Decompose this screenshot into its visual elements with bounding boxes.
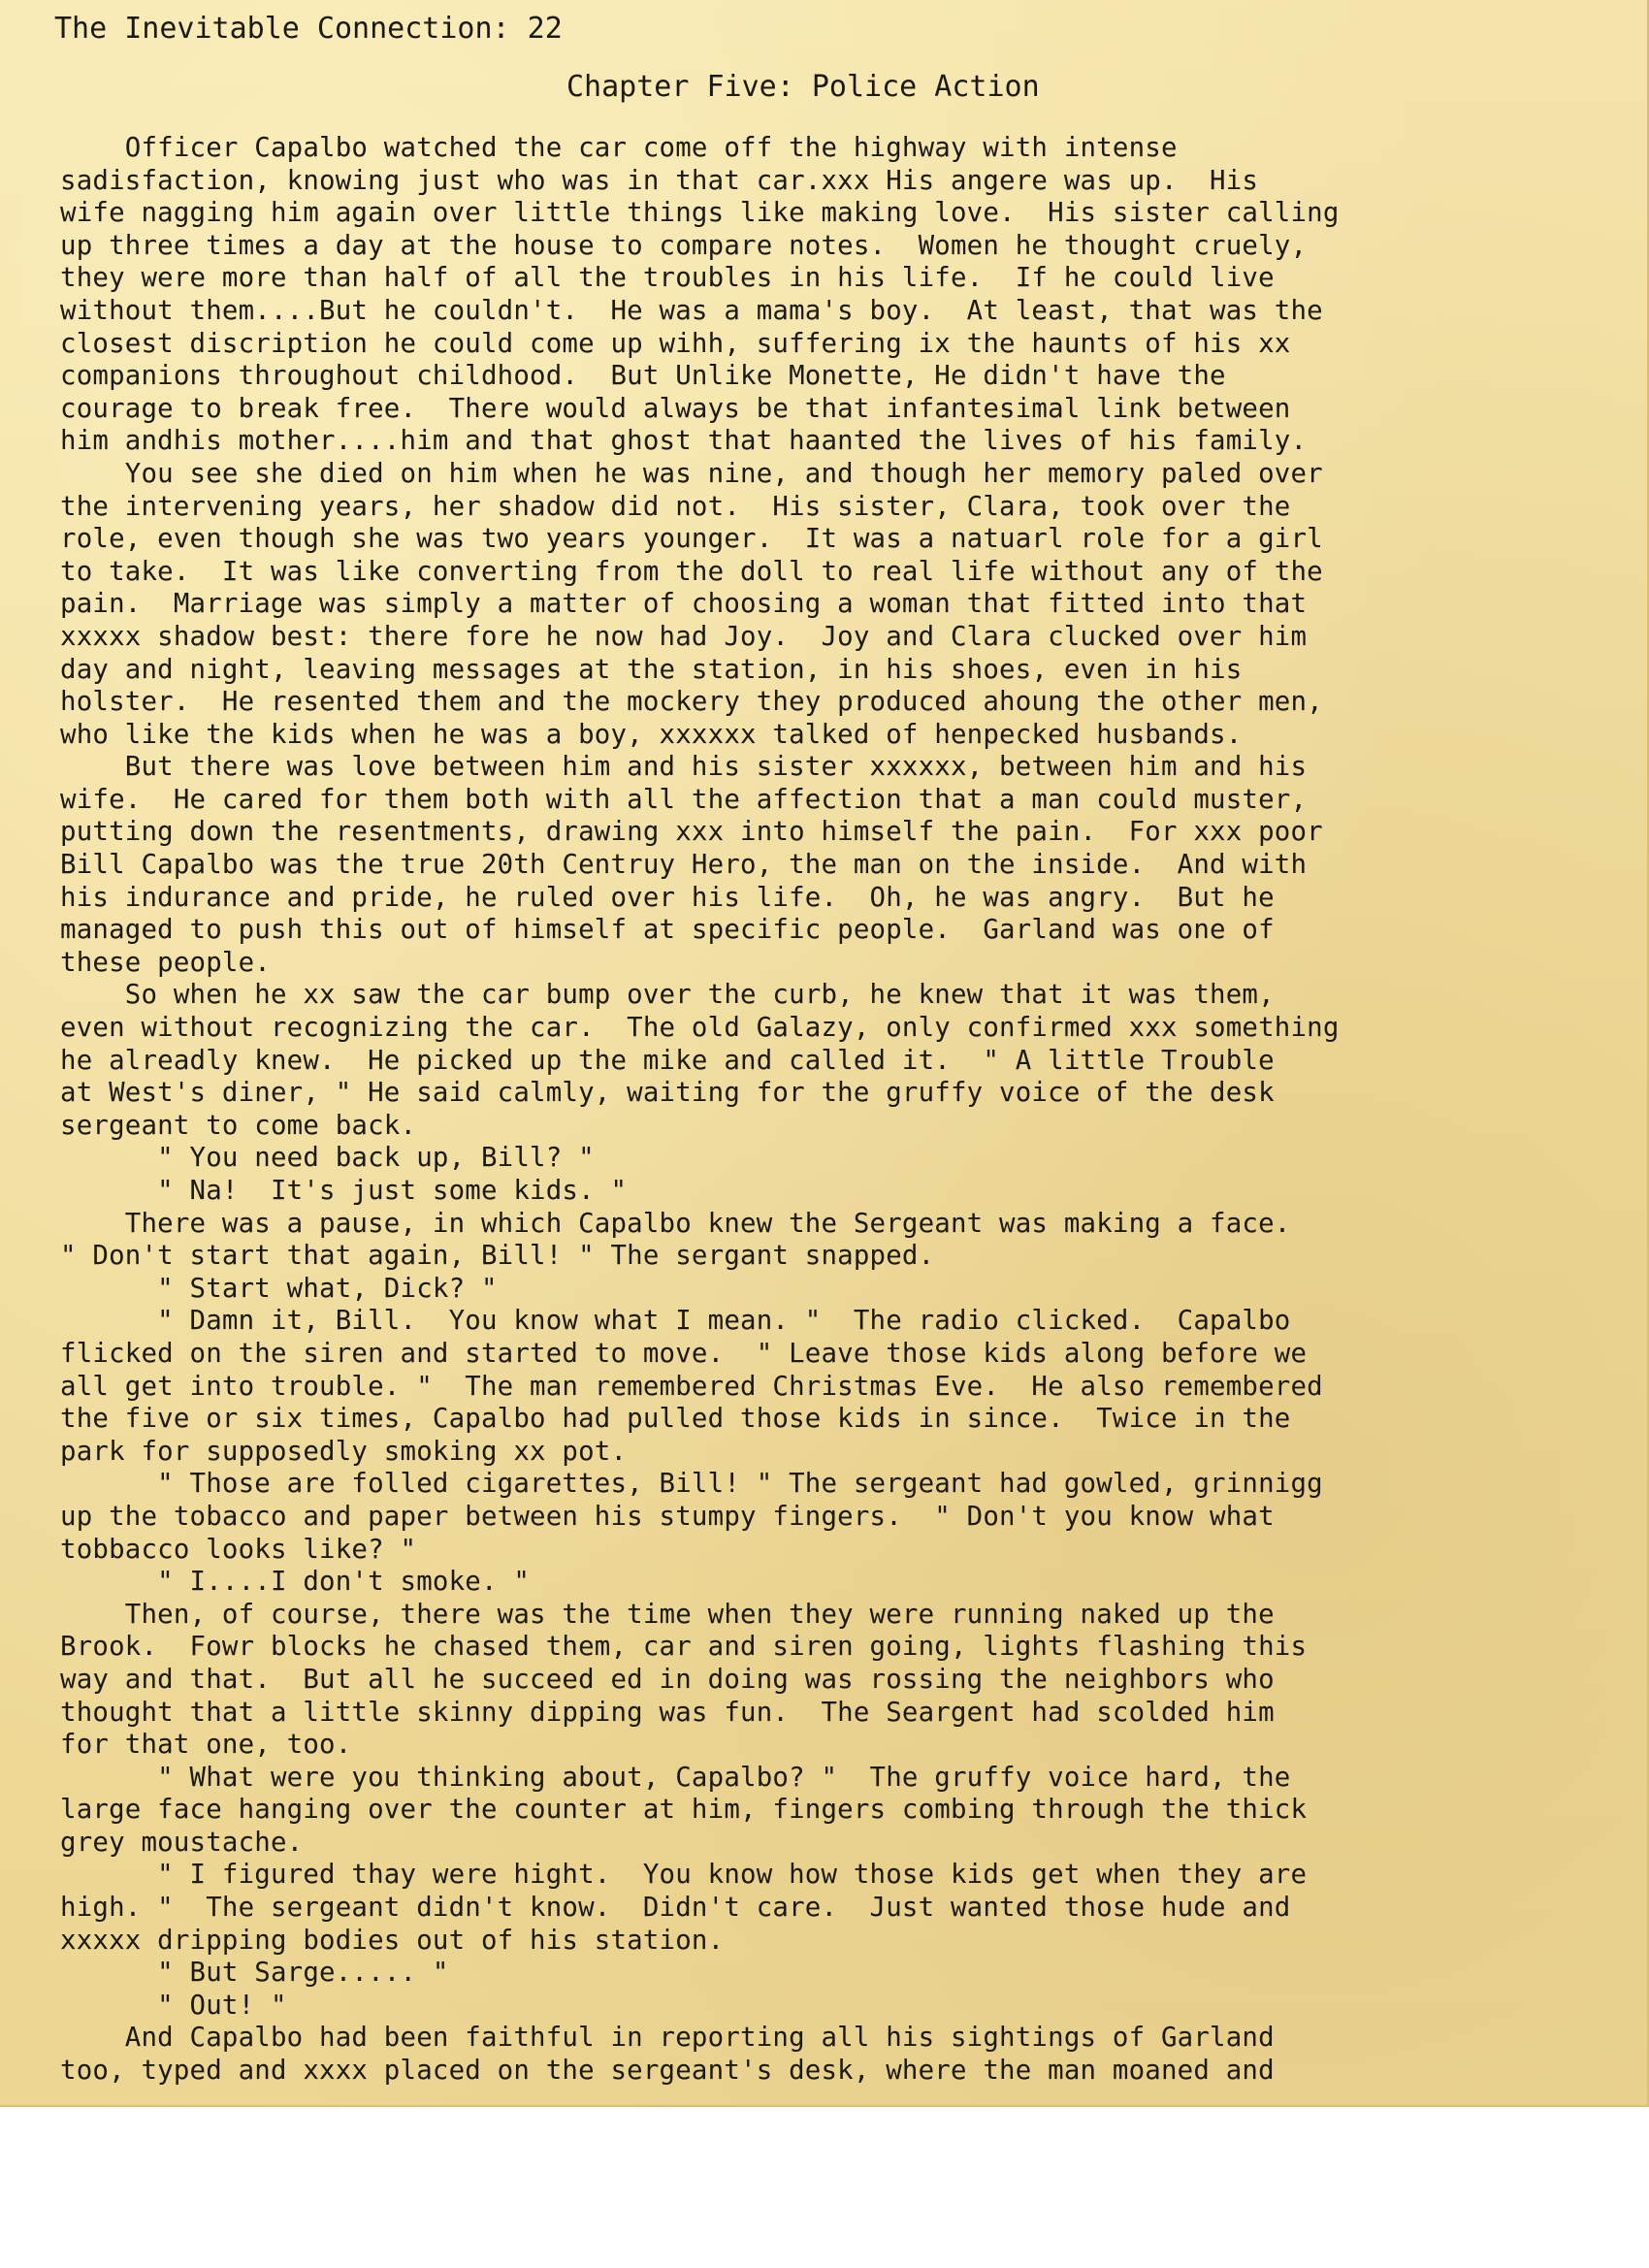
text-line: even without recognizing the car. The old Galazy, only confirmed xxx something: [60, 1013, 1340, 1044]
text-line: " I figured thay were hight. You know how those kids get when they are: [60, 1860, 1308, 1891]
text-line: " But Sarge..... ": [60, 1958, 449, 1989]
text-line: There was a pause, in which Capalbo knew the Sergeant was making a face.: [60, 1208, 1291, 1239]
text-line: up the tobacco and paper between his stumpy fingers. " Don't you know what: [60, 1501, 1275, 1532]
text-line: at West's diner, " He said calmly, waiting for the gruffy voice of the desk: [60, 1078, 1275, 1109]
text-line: wife nagging him again over little things like making love. His sister calling: [60, 198, 1340, 229]
text-line: managed to push this out of himself at specific people. Garland was one of: [60, 915, 1275, 946]
text-line: You see she died on him when he was nine, and though her memory paled over: [60, 458, 1323, 489]
text-line: pain. Marriage was simply a matter of choosing a woman that fitted into that: [60, 589, 1308, 620]
text-line: " Damn it, Bill. You know what I mean. " The radio clicked. Capalbo: [60, 1306, 1291, 1337]
text-line: wife. He cared for them both with all the affection that a man could muster,: [60, 784, 1308, 815]
text-line: the intervening years, her shadow did not. His sister, Clara, took over the: [60, 491, 1291, 522]
text-line: Bill Capalbo was the true 20th Centruy Hero, the man on the inside. And with: [60, 850, 1308, 881]
text-line: day and night, leaving messages at the station, in his shoes, even in his: [60, 654, 1243, 685]
text-line: " You need back up, Bill? ": [60, 1143, 595, 1174]
text-line: who like the kids when he was a boy, xxxxxx talked of henpecked husbands.: [60, 719, 1243, 750]
text-line: for that one, too.: [60, 1730, 352, 1761]
text-line: large face hanging over the counter at him, fingers combing through the thick: [60, 1795, 1308, 1826]
text-line: these people.: [60, 947, 271, 978]
text-line: Officer Capalbo watched the car come off the highway with intense: [60, 133, 1178, 163]
text-line: And Capalbo had been faithful in reporting all his sightings of Garland: [60, 2023, 1275, 2054]
text-line: role, even though she was two years younger. It was a natuarl role for a girl: [60, 524, 1323, 555]
text-line: xxxxx shadow best: there fore he now had Joy. Joy and Clara clucked over him: [60, 621, 1308, 652]
text-line: So when he xx saw the car bump over the curb, he knew that it was them,: [60, 980, 1275, 1011]
text-line: But there was love between him and his sister xxxxxx, between him and his: [60, 752, 1308, 783]
text-line: thought that a little skinny dipping was fun. The Seargent had scolded him: [60, 1697, 1275, 1728]
body-text: [60, 132, 1340, 2088]
text-line: " Na! It's just some kids. ": [60, 1176, 628, 1206]
text-line: park for supposedly smoking xx pot.: [60, 1436, 628, 1467]
chapter-title: Chapter Five: Police Action: [566, 70, 1040, 104]
text-line: tobbacco looks like? ": [60, 1534, 417, 1565]
page-header: The Inevitable Connection: 22: [54, 12, 563, 46]
text-line: the five or six times, Capalbo had pulled those kids in since. Twice in the: [60, 1404, 1291, 1435]
text-line: way and that. But all he succeed ed in doing was rossing the neighbors who: [60, 1664, 1275, 1695]
text-line: " Out! ": [60, 1990, 287, 2021]
text-line: " What were you thinking about, Capalbo? " The gruffy voice hard, the: [60, 1762, 1291, 1793]
text-line: his indurance and pride, he ruled over his life. Oh, he was angry. But he: [60, 882, 1275, 913]
text-line: putting down the resentments, drawing xxx into himself the pain. For xxx poor: [60, 817, 1323, 848]
text-line: Brook. Fowr blocks he chased them, car and siren going, lights flashing this: [60, 1632, 1308, 1663]
text-line: too, typed and xxxx placed on the sergeant's desk, where the man moaned and: [60, 2056, 1275, 2087]
text-line: he alreadly knew. He picked up the mike and called it. " A little Trouble: [60, 1045, 1275, 1076]
text-line: him andhis mother....him and that ghost that haanted the lives of his family.: [60, 426, 1308, 457]
text-line: sergeant to come back.: [60, 1110, 417, 1141]
text-line: " Those are folled cigarettes, Bill! " The sergeant had gowled, grinnigg: [60, 1469, 1323, 1500]
text-line: up three times a day at the house to compare notes. Women he thought cruely,: [60, 230, 1308, 261]
text-line: holster. He resented them and the mockery they produced ahoung the other men,: [60, 687, 1323, 718]
text-line: " I....I don't smoke. ": [60, 1567, 531, 1598]
text-line: grey moustache.: [60, 1827, 304, 1858]
text-line: they were more than half of all the troubles in his life. If he could live: [60, 263, 1275, 294]
text-line: companions throughout childhood. But Unlike Monette, He didn't have the: [60, 361, 1226, 392]
text-line: all get into trouble. " The man remembered Christmas Eve. He also remembered: [60, 1371, 1323, 1402]
text-line: without them....But he couldn't. He was a mama's boy. At least, that was the: [60, 295, 1323, 326]
text-line: high. " The sergeant didn't know. Didn't care. Just wanted those hude and: [60, 1893, 1291, 1924]
text-line: closest discription he could come up wihh, suffering ix the haunts of his xx: [60, 328, 1291, 359]
text-line: " Start what, Dick? ": [60, 1273, 498, 1304]
text-line: sadisfaction, knowing just who was in that car.xxx His angere was up. His: [60, 165, 1259, 196]
text-line: xxxxx dripping bodies out of his station.: [60, 1925, 725, 1956]
text-line: to take. It was like converting from the doll to real life without any of the: [60, 556, 1323, 587]
text-line: courage to break free. There would always be that infantesimal link between: [60, 393, 1291, 424]
text-line: " Don't start that again, Bill! " The sergant snapped.: [60, 1241, 935, 1272]
text-line: Then, of course, there was the time when they were running naked up the: [60, 1599, 1275, 1630]
text-line: flicked on the siren and started to move. " Leave those kids along before we: [60, 1338, 1308, 1369]
